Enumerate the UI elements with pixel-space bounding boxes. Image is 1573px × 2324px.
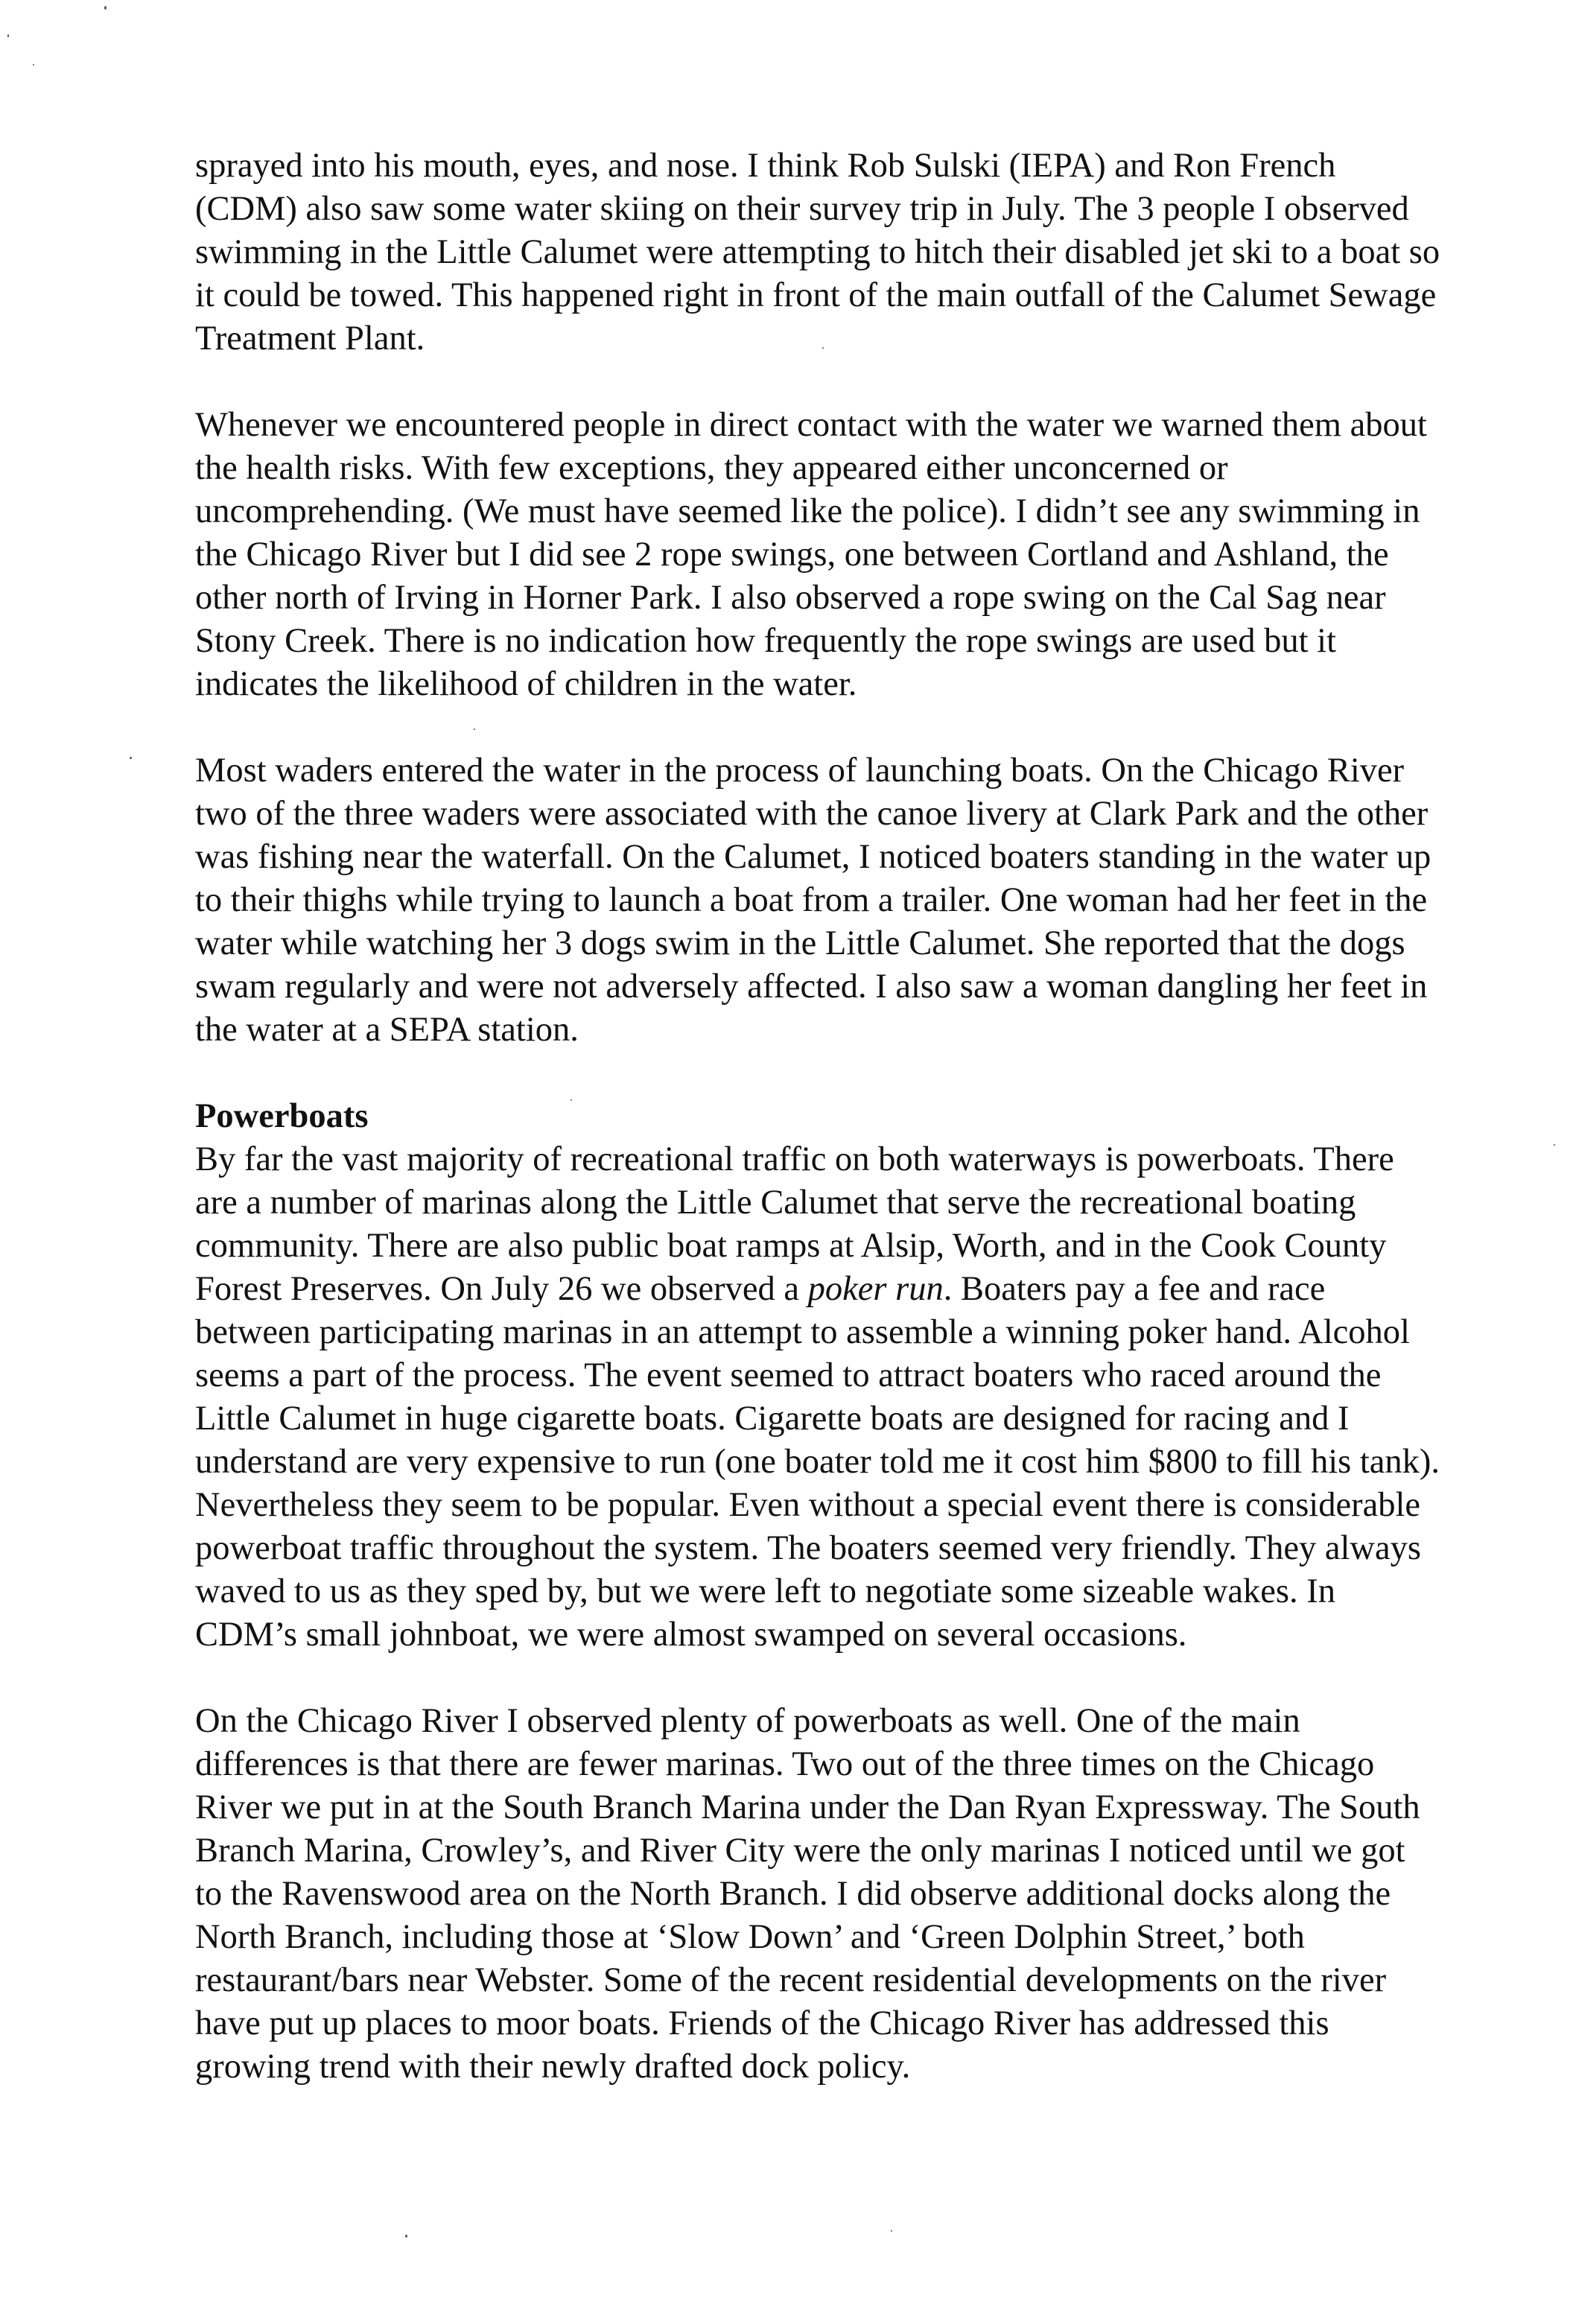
text-line: waved to us as they sped by, but we were left to negotiate some sizeable wakes. In <box>195 1572 1336 1610</box>
text-line: the health risks. With few exceptions, they appeared either unconcerned or <box>195 449 1228 487</box>
text-line: understand are very expensive to run (one boater told me it cost him $800 to fill his tank). <box>195 1443 1440 1481</box>
text-run: . Boaters pay a fee and race <box>943 1270 1326 1308</box>
text-line: swam regularly and were not adversely affected. I also saw a woman dangling her feet in <box>195 968 1428 1006</box>
text-run: Forest Preserves. On July 26 we observed a <box>195 1270 808 1308</box>
text-line: it could be towed. This happened right in front of the main outfall of the Calumet Sewage <box>195 276 1437 314</box>
scan-speck <box>1554 1144 1555 1146</box>
scan-speck <box>891 2230 892 2232</box>
text-line: growing trend with their newly drafted dock policy. <box>195 2048 911 2086</box>
scan-speck <box>7 34 9 37</box>
paragraph-waders <box>195 749 1536 1052</box>
text-line: Whenever we encountered people in direct contact with the water we warned them about <box>195 406 1427 444</box>
text-line: swimming in the Little Calumet were attempting to hitch their disabled jet ski to a boat so <box>195 233 1440 271</box>
text-line: North Branch, including those at ‘Slow Down’ and ‘Green Dolphin Street,’ both <box>195 1918 1305 1956</box>
text-line: differences is that there are fewer marinas. Two out of the three times on the Chicago <box>195 1745 1375 1783</box>
scan-speck <box>33 64 34 66</box>
text-line: the water at a SEPA station. <box>195 1011 579 1049</box>
text-line: the Chicago River but I did see 2 rope swings, one between Cortland and Ashland, the <box>195 536 1389 574</box>
scan-speck <box>405 2235 407 2238</box>
text-line: was fishing near the waterfall. On the Calumet, I noticed boaters standing in the water up <box>195 838 1431 876</box>
text-line: Branch Marina, Crowley’s, and River City were the only marinas I noticed until we got <box>195 1832 1405 1870</box>
text-line: Treatment Plant. <box>195 320 425 358</box>
paragraph-health-risks <box>195 404 1536 706</box>
text-line: (CDM) also saw some water skiing on their survey trip in July. The 3 people I observed <box>195 190 1409 228</box>
scan-speck <box>104 6 107 10</box>
document-body <box>195 145 1536 2089</box>
text-line: River we put in at the South Branch Marina under the Dan Ryan Expressway. The South <box>195 1788 1420 1826</box>
poker-run-term: poker run <box>807 1270 944 1308</box>
scan-speck <box>130 757 132 759</box>
text-line: to the Ravenswood area on the North Branch. I did observe additional docks along the <box>195 1875 1391 1913</box>
paragraph-powerboats <box>195 1095 1536 1657</box>
paragraph-swimming <box>195 145 1536 361</box>
text-line: have put up places to moor boats. Friends of the Chicago River has addressed this <box>195 2004 1329 2042</box>
text-line: are a number of marinas along the Little Calumet that serve the recreational boating <box>195 1184 1356 1222</box>
text-line: Little Calumet in huge cigarette boats. Cigarette boats are designed for racing and I <box>195 1400 1350 1438</box>
text-line: uncomprehending. (We must have seemed like the police). I didn’t see any swimming in <box>195 492 1420 530</box>
text-line: Stony Creek. There is no indication how frequently the rope swings are used but it <box>195 622 1337 660</box>
text-line: On the Chicago River I observed plenty of powerboats as well. One of the main <box>195 1702 1300 1740</box>
text-line: two of the three waders were associated with the canoe livery at Clark Park and the other <box>195 795 1429 833</box>
text-line: Nevertheless they seem to be popular. Even without a special event there is considerable <box>195 1486 1421 1524</box>
section-heading: Powerboats <box>195 1097 369 1135</box>
text-line: community. There are also public boat ramps at Alsip, Worth, and in the Cook County <box>195 1227 1387 1265</box>
text-line: By far the vast majority of recreational traffic on both waterways is powerboats. There <box>195 1140 1394 1178</box>
text-line: to their thighs while trying to launch a boat from a trailer. One woman had her feet in the <box>195 881 1428 919</box>
text-line: CDM’s small johnboat, we were almost swamped on several occasions. <box>195 1616 1187 1654</box>
text-line: water while watching her 3 dogs swim in the Little Calumet. She reported that the dogs <box>195 924 1405 962</box>
paragraph-chicago-river-marinas <box>195 1700 1536 2089</box>
text-line: indicates the likelihood of children in the water. <box>195 665 857 703</box>
text-line: powerboat traffic throughout the system. The boaters seemed very friendly. They always <box>195 1529 1421 1567</box>
text-line: sprayed into his mouth, eyes, and nose. I think Rob Sulski (IEPA) and Ron French <box>195 147 1336 185</box>
text-line <box>195 1268 1536 1311</box>
text-line: Most waders entered the water in the process of launching boats. On the Chicago River <box>195 752 1405 790</box>
text-line: seems a part of the process. The event seemed to attract boaters who raced around the <box>195 1356 1382 1394</box>
text-line: between participating marinas in an attempt to assemble a winning poker hand. Alcohol <box>195 1313 1410 1351</box>
text-line: other north of Irving in Horner Park. I also observed a rope swing on the Cal Sag near <box>195 579 1386 617</box>
text-line: restaurant/bars near Webster. Some of the recent residential developments on the river <box>195 1961 1387 1999</box>
